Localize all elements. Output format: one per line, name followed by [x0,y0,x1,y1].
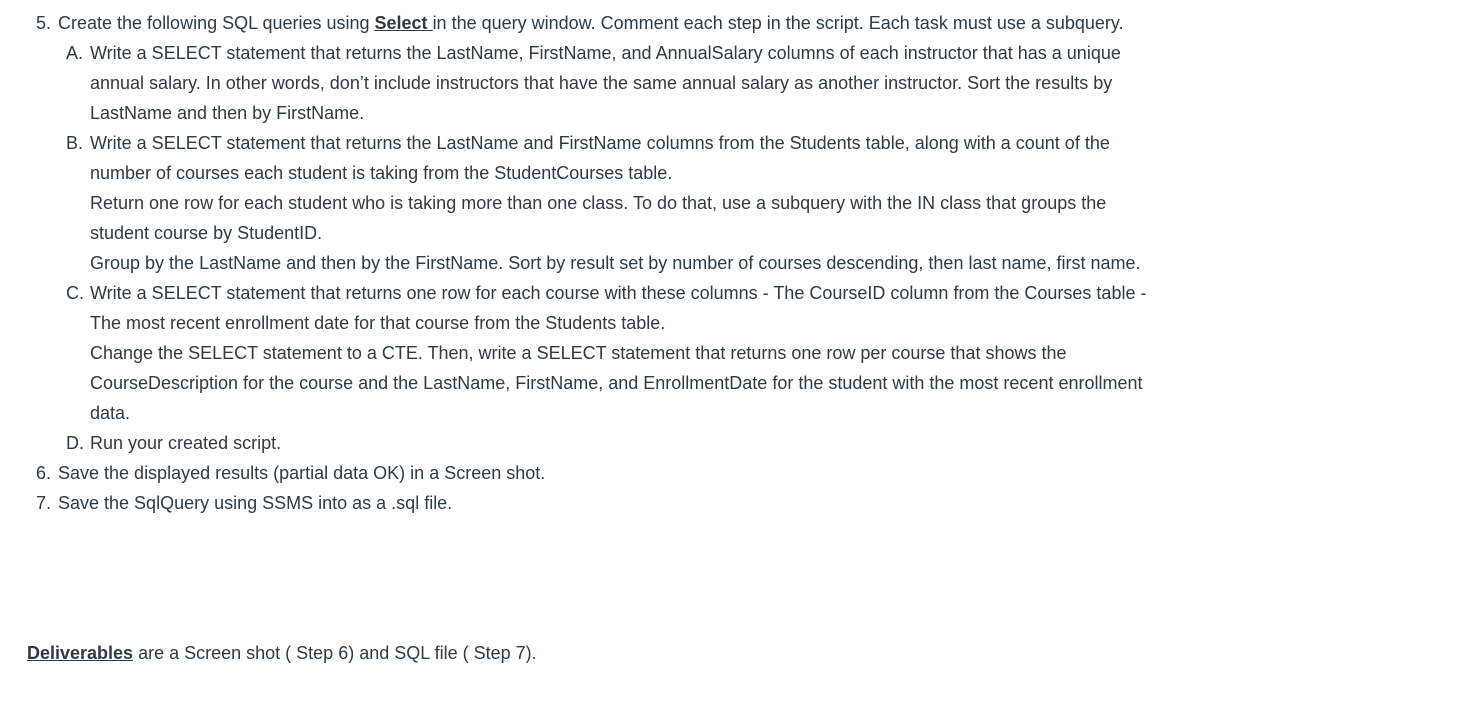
step-number: 5. [36,13,52,33]
deliverables-note [27,638,1127,668]
step-number: 7. [36,493,52,513]
select-emphasis: Select [374,13,433,33]
substep-letter: A. [66,43,84,63]
step-number: 6. [36,463,52,483]
step-text: Save the displayed results (partial data OK) in a Screen shot. [58,463,546,483]
substep-paragraph: Group by the LastName and then by the FirstName. Sort by result set by number of courses descending, then last name, first name. [90,253,1141,273]
substep-c [0,278,1170,428]
deliverables-emphasis: Deliverables [27,643,134,663]
substep-paragraph: Run your created script. [90,433,282,453]
substep-b [0,128,1170,278]
step-text-after: in the query window. Comment each step in the script. Each task must use a subquery. [432,13,1124,33]
step-7 [0,488,1158,518]
substep-a [0,38,1170,128]
substep-letter: B. [66,133,84,153]
substep-paragraph: Change the SELECT statement to a CTE. Then, write a SELECT statement that returns one row per course that shows the CourseDescription for the course and the LastName, FirstName, and EnrollmentDate for the student with the most recent enrollment data. [90,343,1143,423]
substep-d [0,428,1170,458]
step-text-before: Create the following SQL queries using [58,13,375,33]
step-6 [0,458,1158,488]
deliverables-text: are a Screen shot ( Step 6) and SQL file ( Step 7). [133,643,537,663]
substep-paragraph: Write a SELECT statement that returns the LastName and FirstName columns from the Students table, along with a count of the number of courses each student is taking from the StudentCourses table. [90,133,1110,183]
step-list [0,8,1479,518]
substep-paragraph: Write a SELECT statement that returns one row for each course with these columns - The CourseID column from the Courses table - The most recent enrollment date for that course from the Students table. [90,283,1147,333]
substep-letter: C. [66,283,84,303]
substep-paragraph: Write a SELECT statement that returns the LastName, FirstName, and AnnualSalary columns of each instructor that has a unique annual salary. In other words, don’t include instructors that have the same annual salary as another instructor. Sort the results by LastName and then by FirstName. [90,43,1121,123]
assignment-instructions [0,8,1479,518]
step-5 [0,8,1158,458]
substep-letter: D. [66,433,84,453]
step-text: Save the SqlQuery using SSMS into as a .sql file. [58,493,453,513]
substep-paragraph: Return one row for each student who is taking more than one class. To do that, use a subquery with the IN class that groups the student course by StudentID. [90,193,1107,243]
substep-list [58,38,1158,458]
